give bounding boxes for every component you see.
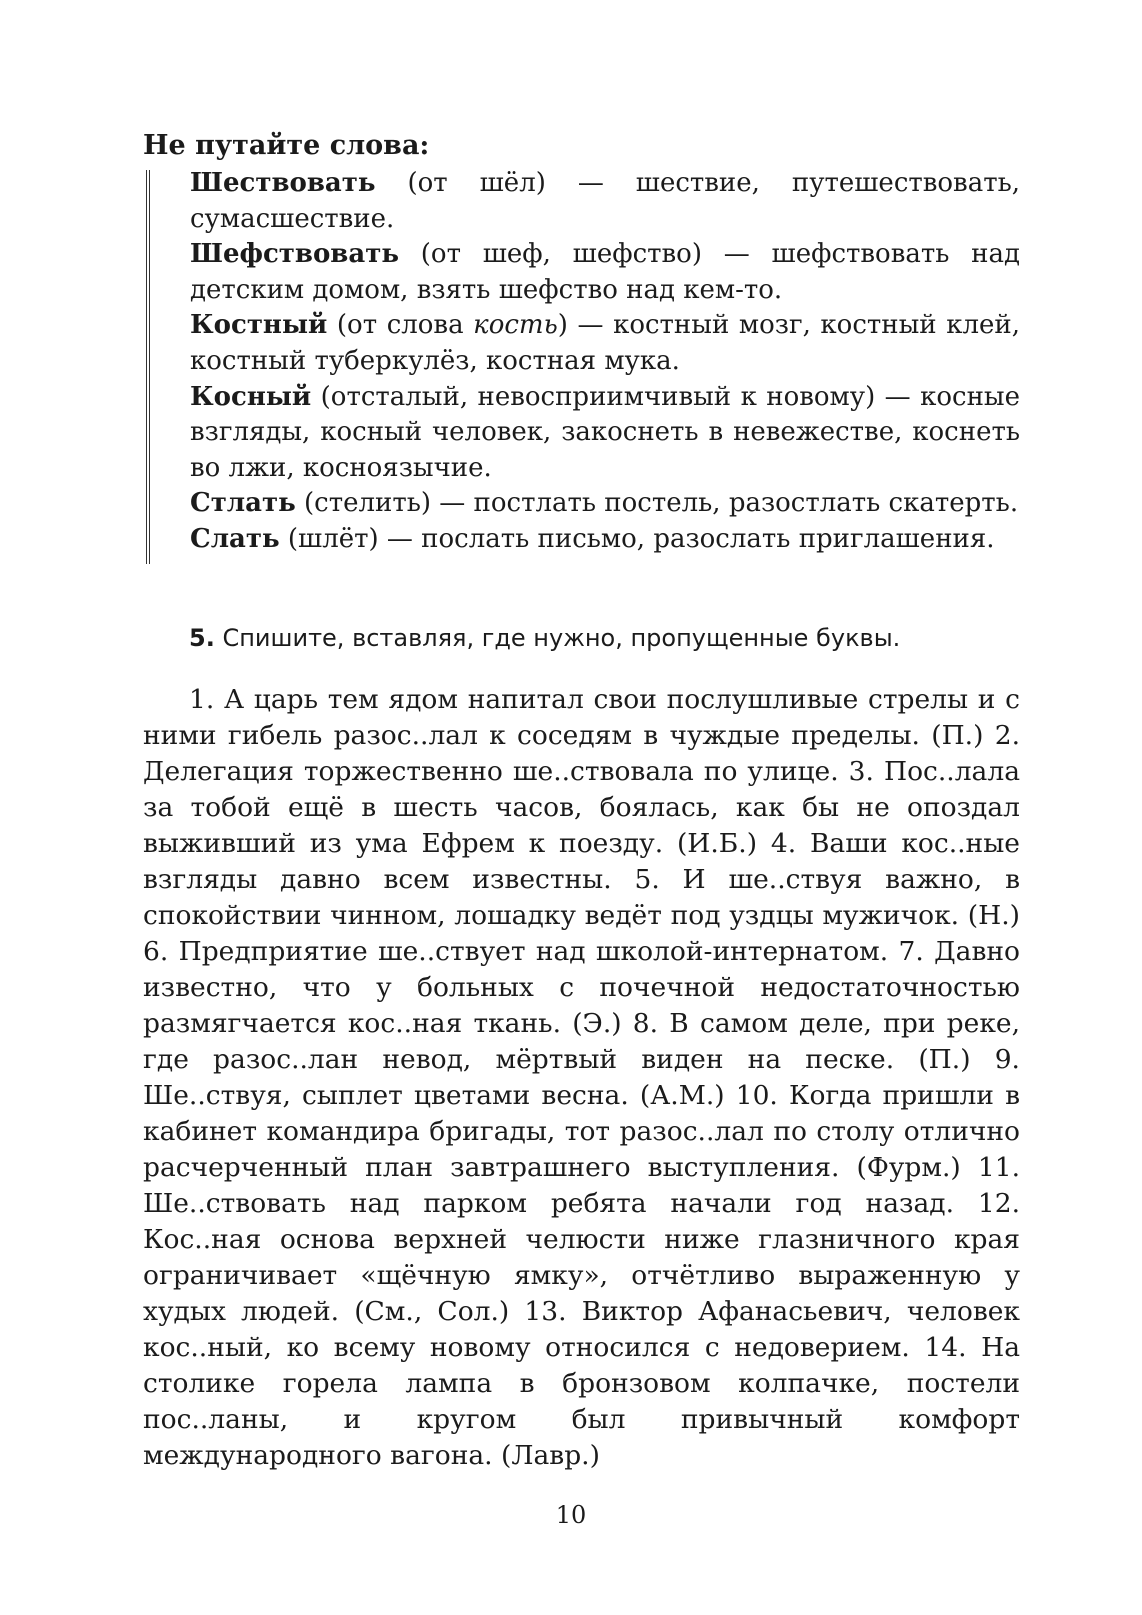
- rule-entry: [190, 308, 1020, 379]
- rule-entries: [190, 166, 1020, 558]
- rule-title: Не путайте слова:: [143, 130, 430, 161]
- rule-term: Косный: [190, 381, 312, 412]
- rule-explanation: ) — костный мозг, костный клей, костный туберкулёз, костная мука.: [190, 310, 1020, 376]
- rule-explanation: (от шеф, шефство) — шефствовать над детским домом, взять шефство над кем-то.: [190, 239, 1020, 305]
- rule-entry: [190, 237, 1020, 308]
- task-heading: [189, 622, 1019, 654]
- rule-explanation: (стелить) — постлать постель, разостлать скатерть.: [295, 488, 1019, 519]
- rule-term: Костный: [190, 310, 328, 341]
- rule-explanation: (отсталый, невосприимчивый к новому) — косные взгляды, косный человек, закоснеть в невежестве, коснеть во лжи, косноязычие.: [190, 381, 1020, 483]
- rule-term: Шествовать: [190, 168, 376, 198]
- page-number: 10: [555, 1501, 587, 1529]
- rule-entry: [190, 522, 1020, 558]
- rule-explanation: (от шёл) — шествие, путешествовать, сумасшествие.: [190, 168, 1020, 234]
- rule-italic-word: кость: [473, 310, 558, 341]
- rule-entry: [190, 380, 1020, 487]
- rule-explanation-prefix: (от слова: [327, 310, 474, 341]
- task-number: 5.: [189, 624, 215, 652]
- rule-term: Шефствовать: [190, 239, 399, 270]
- rule-entry: [190, 166, 1020, 237]
- task-instruction: Спишите, вставляя, где нужно, пропущенные буквы.: [214, 624, 901, 652]
- rule-entry: [190, 486, 1020, 522]
- rule-term: Слать: [190, 523, 280, 554]
- rule-term: Стлать: [190, 488, 296, 519]
- rule-explanation: (шлёт) — послать письмо, разослать приглашения.: [279, 523, 995, 554]
- exercise-text: 1. А царь тем ядом напитал свои послушливые стрелы и с ними гибель разос..лал к соседям в чуждые пределы. (П.) 2. Делегация торжественно ше..ствовала по улице. 3. Пос..лала за тобой ещё в шесть часов, боялась, как бы не опоздал выживший из ума Ефрем к поезду. (И.Б.) 4. Ваши кос..ные взгляды давно всем известны. 5. И ше..ствуя важно, в спокойствии чинном, лошадку ведёт под уздцы мужичок. (Н.) 6. Предприятие ше..ствует над школой-интернатом. 7. Давно известно, что у больных с почечной недостаточностью размягчается кос..ная ткань. (Э.) 8. В самом деле, при реке, где разос..лан невод, мёртвый виден на песке. (П.) 9. Ше..ствуя, сыплет цветами весна. (А.М.) 10. Когда пришли в кабинет командира бригады, тот разос..лал по столу отлично расчерченный план завтрашнего выступления. (Фурм.) 11. Ше..ствовать над парком ребята начали год назад. 12. Кос..ная основа верхней челюсти ниже глазничного края ограничивает «щёчную ямку», отчётливо выраженную у худых людей. (См., Сол.) 13. Виктор Афанасьевич, человек кос..ный, ко всему новому относился с недоверием. 14. На столике горела лампа в бронзовом колпачке, постели пос..ланы, и кругом был привычный комфорт международного вагона. (Лавр.): [143, 684, 1020, 1471]
